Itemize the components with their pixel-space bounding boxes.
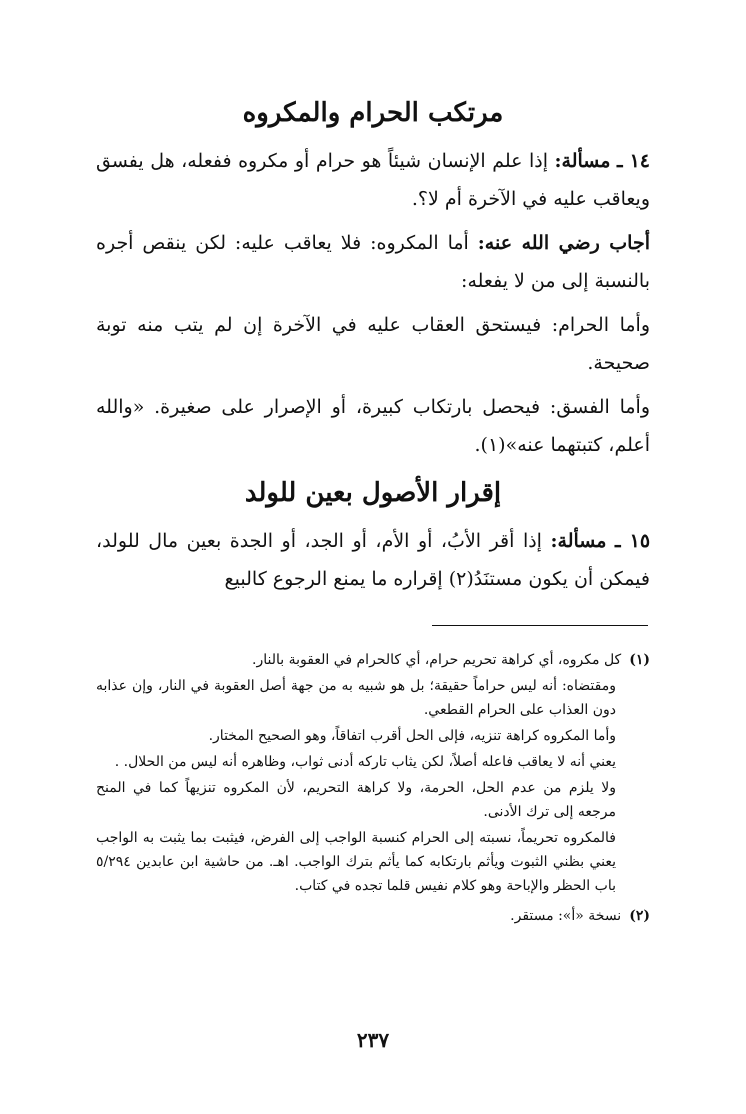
question-15 bbox=[96, 522, 650, 598]
haram-paragraph: وأما الحرام: فيستحق العقاب عليه في الآخرة إن لم يتب منه توبة صحيحة. bbox=[96, 314, 650, 374]
footnote-text: نسخة «أ»: مستقر. bbox=[510, 908, 622, 924]
footnote-1-line: فالمكروه تحريماً، نسبته إلى الحرام كنسبة الواجب إلى الفرض، فيثبت بما يثبت به الواجب يعني بظني الثبوت ويأثم بارتكابه كما يأثم بترك الواجب. اهـ. من حاشية ابن عابدين ٥/٢٩٤ باب الحظر والإباحة وهو كلام نفيس قلما تجده في كتاب. bbox=[96, 830, 616, 894]
section-title-1: مرتكب الحرام والمكروه bbox=[242, 98, 504, 128]
question-label: مسألة: bbox=[550, 530, 607, 552]
footnote-1-line: يعني أنه لا يعاقب فاعله أصلاً، لكن يثاب تاركه أدنى ثواب، وظاهره أنه ليس من الحلال. . bbox=[114, 754, 616, 770]
footnote-2 bbox=[96, 904, 650, 928]
question-number: ١٥ ـ bbox=[614, 530, 651, 552]
question-number: ١٤ ـ bbox=[616, 150, 651, 172]
question-14 bbox=[96, 142, 650, 218]
footnote-text: كل مكروه، أي كراهة تحريم حرام، أي كالحرام في العقوبة بالنار. bbox=[252, 652, 622, 668]
footnote-1-line: ومقتضاه: أنه ليس حراماً حقيقة؛ بل هو شبيه به من جهة أصل العقوبة في النار، وإن عذابه دون العذاب على الحرام القطعي. bbox=[96, 678, 616, 718]
answer-paragraph bbox=[96, 224, 650, 300]
page-number: ٢٣٧ bbox=[356, 1028, 390, 1052]
footnote-1-line: وأما المكروه كراهة تنزيه، فإلى الحل أقرب اتفاقاً، وهو الصحيح المختار. bbox=[208, 728, 616, 744]
footnotes bbox=[96, 648, 650, 930]
footnote-number: (٢) bbox=[629, 908, 650, 924]
main-text bbox=[96, 98, 650, 604]
answer-label: أجاب رضي الله عنه: bbox=[477, 232, 650, 254]
fisq-paragraph: وأما الفسق: فيحصل بارتكاب كبيرة، أو الإصرار على صغيرة. «والله أعلم، كتبتهما عنه»(١). bbox=[96, 396, 650, 456]
question-label: مسألة: bbox=[554, 150, 611, 172]
question-text: إذا علم الإنسان شيئاً هو حرام أو مكروه ففعله، هل يفسق ويعاقب عليه في الآخرة أم لا؟. bbox=[96, 150, 650, 210]
footnote-1-line bbox=[96, 648, 650, 672]
footnote-1-line: ولا يلزم من عدم الحل، الحرمة، ولا كراهة التحريم، لأن المكروه تنزيهاً كما في المنح مرجعه إلى ترك الأدنى. bbox=[96, 780, 616, 820]
section-title-2: إقرار الأصول بعين للولد bbox=[244, 478, 502, 508]
footnote-number: (١) bbox=[629, 652, 650, 668]
footnote-divider bbox=[432, 625, 648, 626]
question-text: إذا أقر الأبُ، أو الأم، أو الجد، أو الجدة بعين مال للولد، فيمكن أن يكون مستنَدُ(٢) إقراره ما يمنع الرجوع كالبيع bbox=[96, 530, 650, 590]
answer-text: أما المكروه: فلا يعاقب عليه: لكن ينقص أجره بالنسبة إلى من لا يفعله: bbox=[96, 232, 650, 292]
